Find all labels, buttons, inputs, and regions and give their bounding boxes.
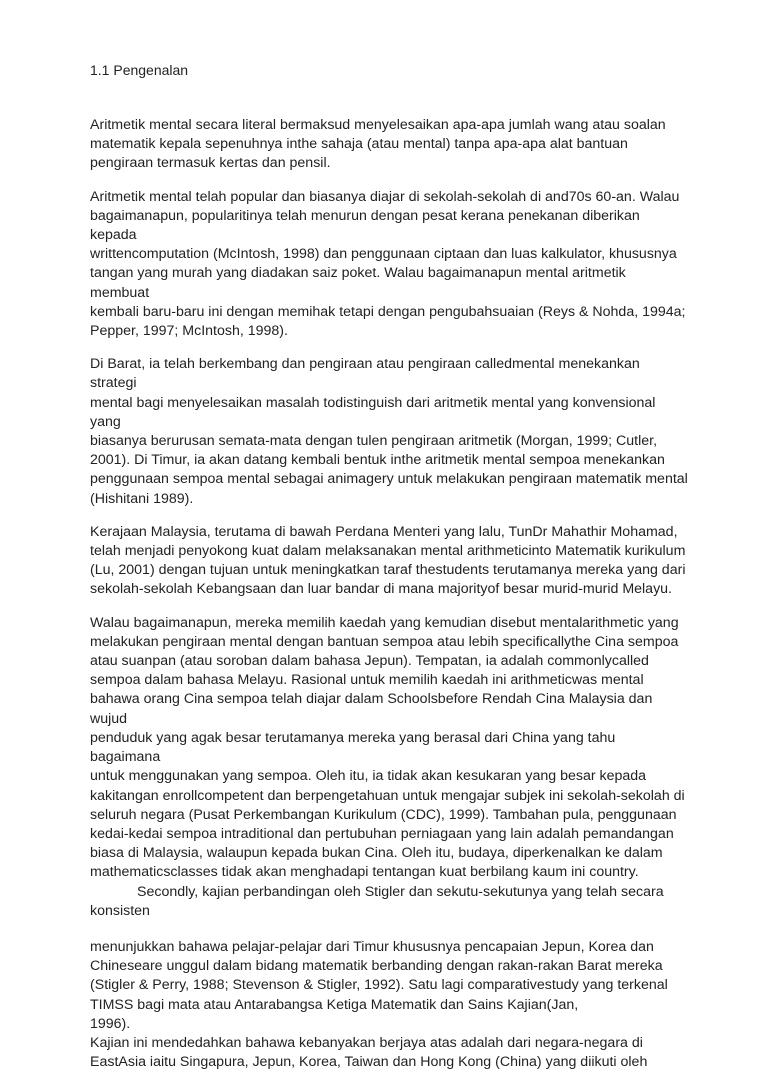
paragraph-comparative-studies: menunjukkan bahawa pelajar-pelajar dari Timur khususnya pencapaian Jepun, Korea dan Chineseare unggul dalam bidang matematik berbanding dengan rakan-rakan Barat mereka (Stigler & Perry, 1988; Stevenson & Stigler, 1992). Satu lagi comparativestudy yang terkenal TIMSS bagi mata atau Antarabangsa Ketiga Matematik dan Sains Kajian(Jan, 1996). [90, 938, 668, 1032]
paragraph-malaysia-government: Kerajaan Malaysia, terutama di bawah Perdana Menteri yang lalu, TunDr Mahathir Mohamad, telah menjadi penyokong kuat dalam melaksanakan mental arithmeticinto Matematik kurikulum (Lu, 2001) dengan tujuan untuk meningkatkan taraf thestudents terutamanya mereka yang dari sekolah-sekolah Kebangsaan dan luar bandar di mana majorityof besar murid-murid Melayu. [90, 523, 686, 598]
section-heading: 1.1 Pengenalan [90, 62, 189, 78]
paragraph-west-east: Di Barat, ia telah berkembang dan pengiraan atau pengiraan calledmental menekankan strategi mental bagi menyelesaikan masalah todistinguish dari aritmetik mental yang konvensional yang biasanya berurusan semata-mata dengan tulen pengiraan aritmetik (Morgan, 1999; Cutler, 2001). Di Timur, ia akan datang kembali bentuk inthe aritmetik mental sempoa menekankan penggunaan sempoa mental sebagai animagery untuk melakukan pengiraan matematik mental (Hishitani 1989). [90, 356, 688, 507]
paragraph-intro: Aritmetik mental secara literal bermaksud menyelesaikan apa-apa jumlah wang atau soalan matematik kepala sepenuhnya inthe sahaja (atau mental) tanpa apa-apa alat bantuan pengiraan termasuk kertas dan pensil. [90, 117, 666, 172]
paragraph-abacus-method: Walau bagaimanapun, mereka memilih kaedah yang kemudian disebut mentalarithmetic yang melakukan pengiraan mental dengan bantuan sempoa atau lebih specificallythe Cina sempoa atau suanpan (atau soroban dalam bahasa Jepun). Tempatan, ia adalah commonlycalled sempoa dalam bahasa Melayu. Rasional untuk memilih kaedah ini arithmeticwas mental bahawa orang Cina sempoa telah diajar dalam Schoolsbefore Rendah Cina Malaysia dan wujud penduduk yang agak besar terutamanya mereka yang berasal dari China yang tahu bagaimana untuk menggunakan yang sempoa. Oleh itu, ia tidak akan kesukaran yang besar kepada kakitangan enrollcompetent dan berpengetahuan untuk mengajar subjek ini sekolah-sekolah di seluruh negara (Pusat Perkembangan Kurikulum (CDC), 1999). Tambahan pula, penggunaan kedai-kedai sempoa intraditional dan pertubuhan perniagaan yang lain adalah pemandangan biasa di Malaysia, walaupun kepada bukan Cina. Oleh itu, budaya, diperkenalkan ke dalam mathematicsclasses tidak akan menghadapi tentangan kuat berbilang kaum ini country. [90, 614, 685, 881]
paragraph-popularity: Aritmetik mental telah popular dan biasanya diajar di sekolah-sekolah di and70s 60-an. Walau bagaimanapun, popularitinya telah menurun dengan pesat kerana penekanan diberikan kepada writtencomputation (McIntosh, 1998) dan penggunaan ciptaan dan luas kalkulator, khususnya tangan yang murah yang diadakan saiz poket. Walau bagaimanapun mental aritmetik membuat kembali baru-baru ini dengan memihak tetapi dengan pengubahsuaian (Reys & Nohda, 1994a; Pepper, 1997; McIntosh, 1998). [90, 188, 686, 340]
paragraph-study-findings: Kajian ini mendedahkan bahawa kebanyakan berjaya atas adalah dari negara-negara di EastAsia iaitu Singapura, Jepun, Korea, Taiwan dan Hong Kong (China) yang diikuti oleh [90, 1034, 648, 1071]
paragraph-secondly: Secondly, kajian perbandingan oleh Stigler dan sekutu-sekutunya yang telah secara konsisten [90, 883, 664, 919]
